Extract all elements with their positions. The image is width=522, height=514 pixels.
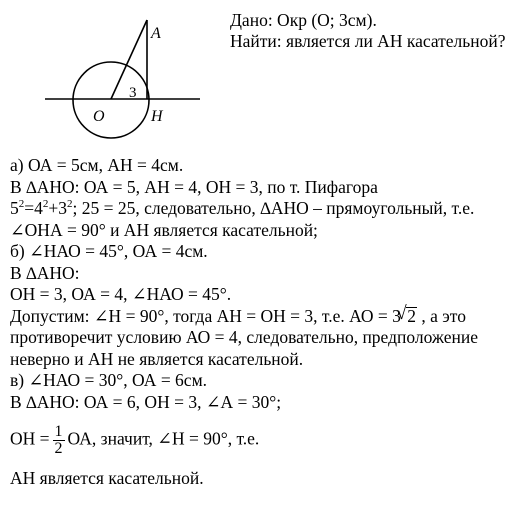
part-c-header: в) ∠НАО = 30°, ОА = 6см. [10, 370, 208, 390]
label-o: O [93, 108, 105, 125]
part-c-conclusion: АН является касательной. [10, 468, 204, 488]
part-b-line: противоречит условию АО = 4, следовательно, предположение [10, 327, 479, 347]
text-fragment: ; 25 = 25, следовательно, ∆АНО – прямоугольный, т.е. [72, 198, 475, 218]
part-a-conclusion: ∠ОНА = 90° и АН является касательной; [10, 219, 318, 240]
part-b-conclusion: неверно и АН не является касательной. [10, 348, 304, 369]
part-c-line: В ∆АНО: ОА = 6, ОН = 3, ∠А = 30°; [10, 391, 282, 412]
label-a: A [151, 25, 161, 42]
given-line: Дано: Окр (О; 3см). [230, 10, 377, 30]
circle [73, 62, 149, 138]
given-block [230, 10, 506, 52]
geometry-figure [0, 0, 230, 150]
part-a-line: В ∆АНО: ОА = 5, АН = 4, ОН = 3, по т. Пифагора [10, 176, 378, 197]
text-fragment: ОА, значит, ∠Н = 90°, т.е. [67, 428, 260, 449]
text-fragment: , а это [421, 305, 466, 326]
exponent: 2 [18, 198, 25, 211]
solution-block [10, 155, 515, 490]
fraction-numerator: 1 [54, 423, 63, 440]
part-a-pythagoras [10, 198, 515, 220]
text-fragment: =4 [24, 198, 43, 218]
part-b-line: В ∆АНО: [10, 262, 80, 283]
text-fragment: 5 [10, 198, 19, 218]
part-b-line: ОН = 3, ОА = 4, ∠НАО = 45°. [10, 284, 232, 304]
text-fragment: ОН = [10, 428, 50, 449]
fraction [53, 424, 65, 457]
sqrt-expression: √ 2 [406, 307, 417, 325]
part-c-fraction-line [10, 424, 515, 457]
find-line: Найти: является ли АН касательной? [230, 31, 506, 51]
exponent: 2 [42, 198, 49, 211]
part-a-header: а) ОА = 5см, АН = 4см. [10, 155, 184, 175]
label-h: H [151, 108, 163, 125]
label-angle: 3 [129, 85, 137, 101]
exponent: 2 [67, 198, 73, 211]
fraction-denominator: 2 [54, 440, 63, 457]
text-fragment: Допустим: ∠Н = 90°, тогда АН = ОН = 3, т.е. АО = 3 [10, 305, 401, 326]
part-b-assumption [10, 306, 515, 328]
part-b-header: б) ∠НАО = 45°, ОА = 4см. [10, 241, 208, 261]
text-fragment: +3 [48, 198, 67, 218]
